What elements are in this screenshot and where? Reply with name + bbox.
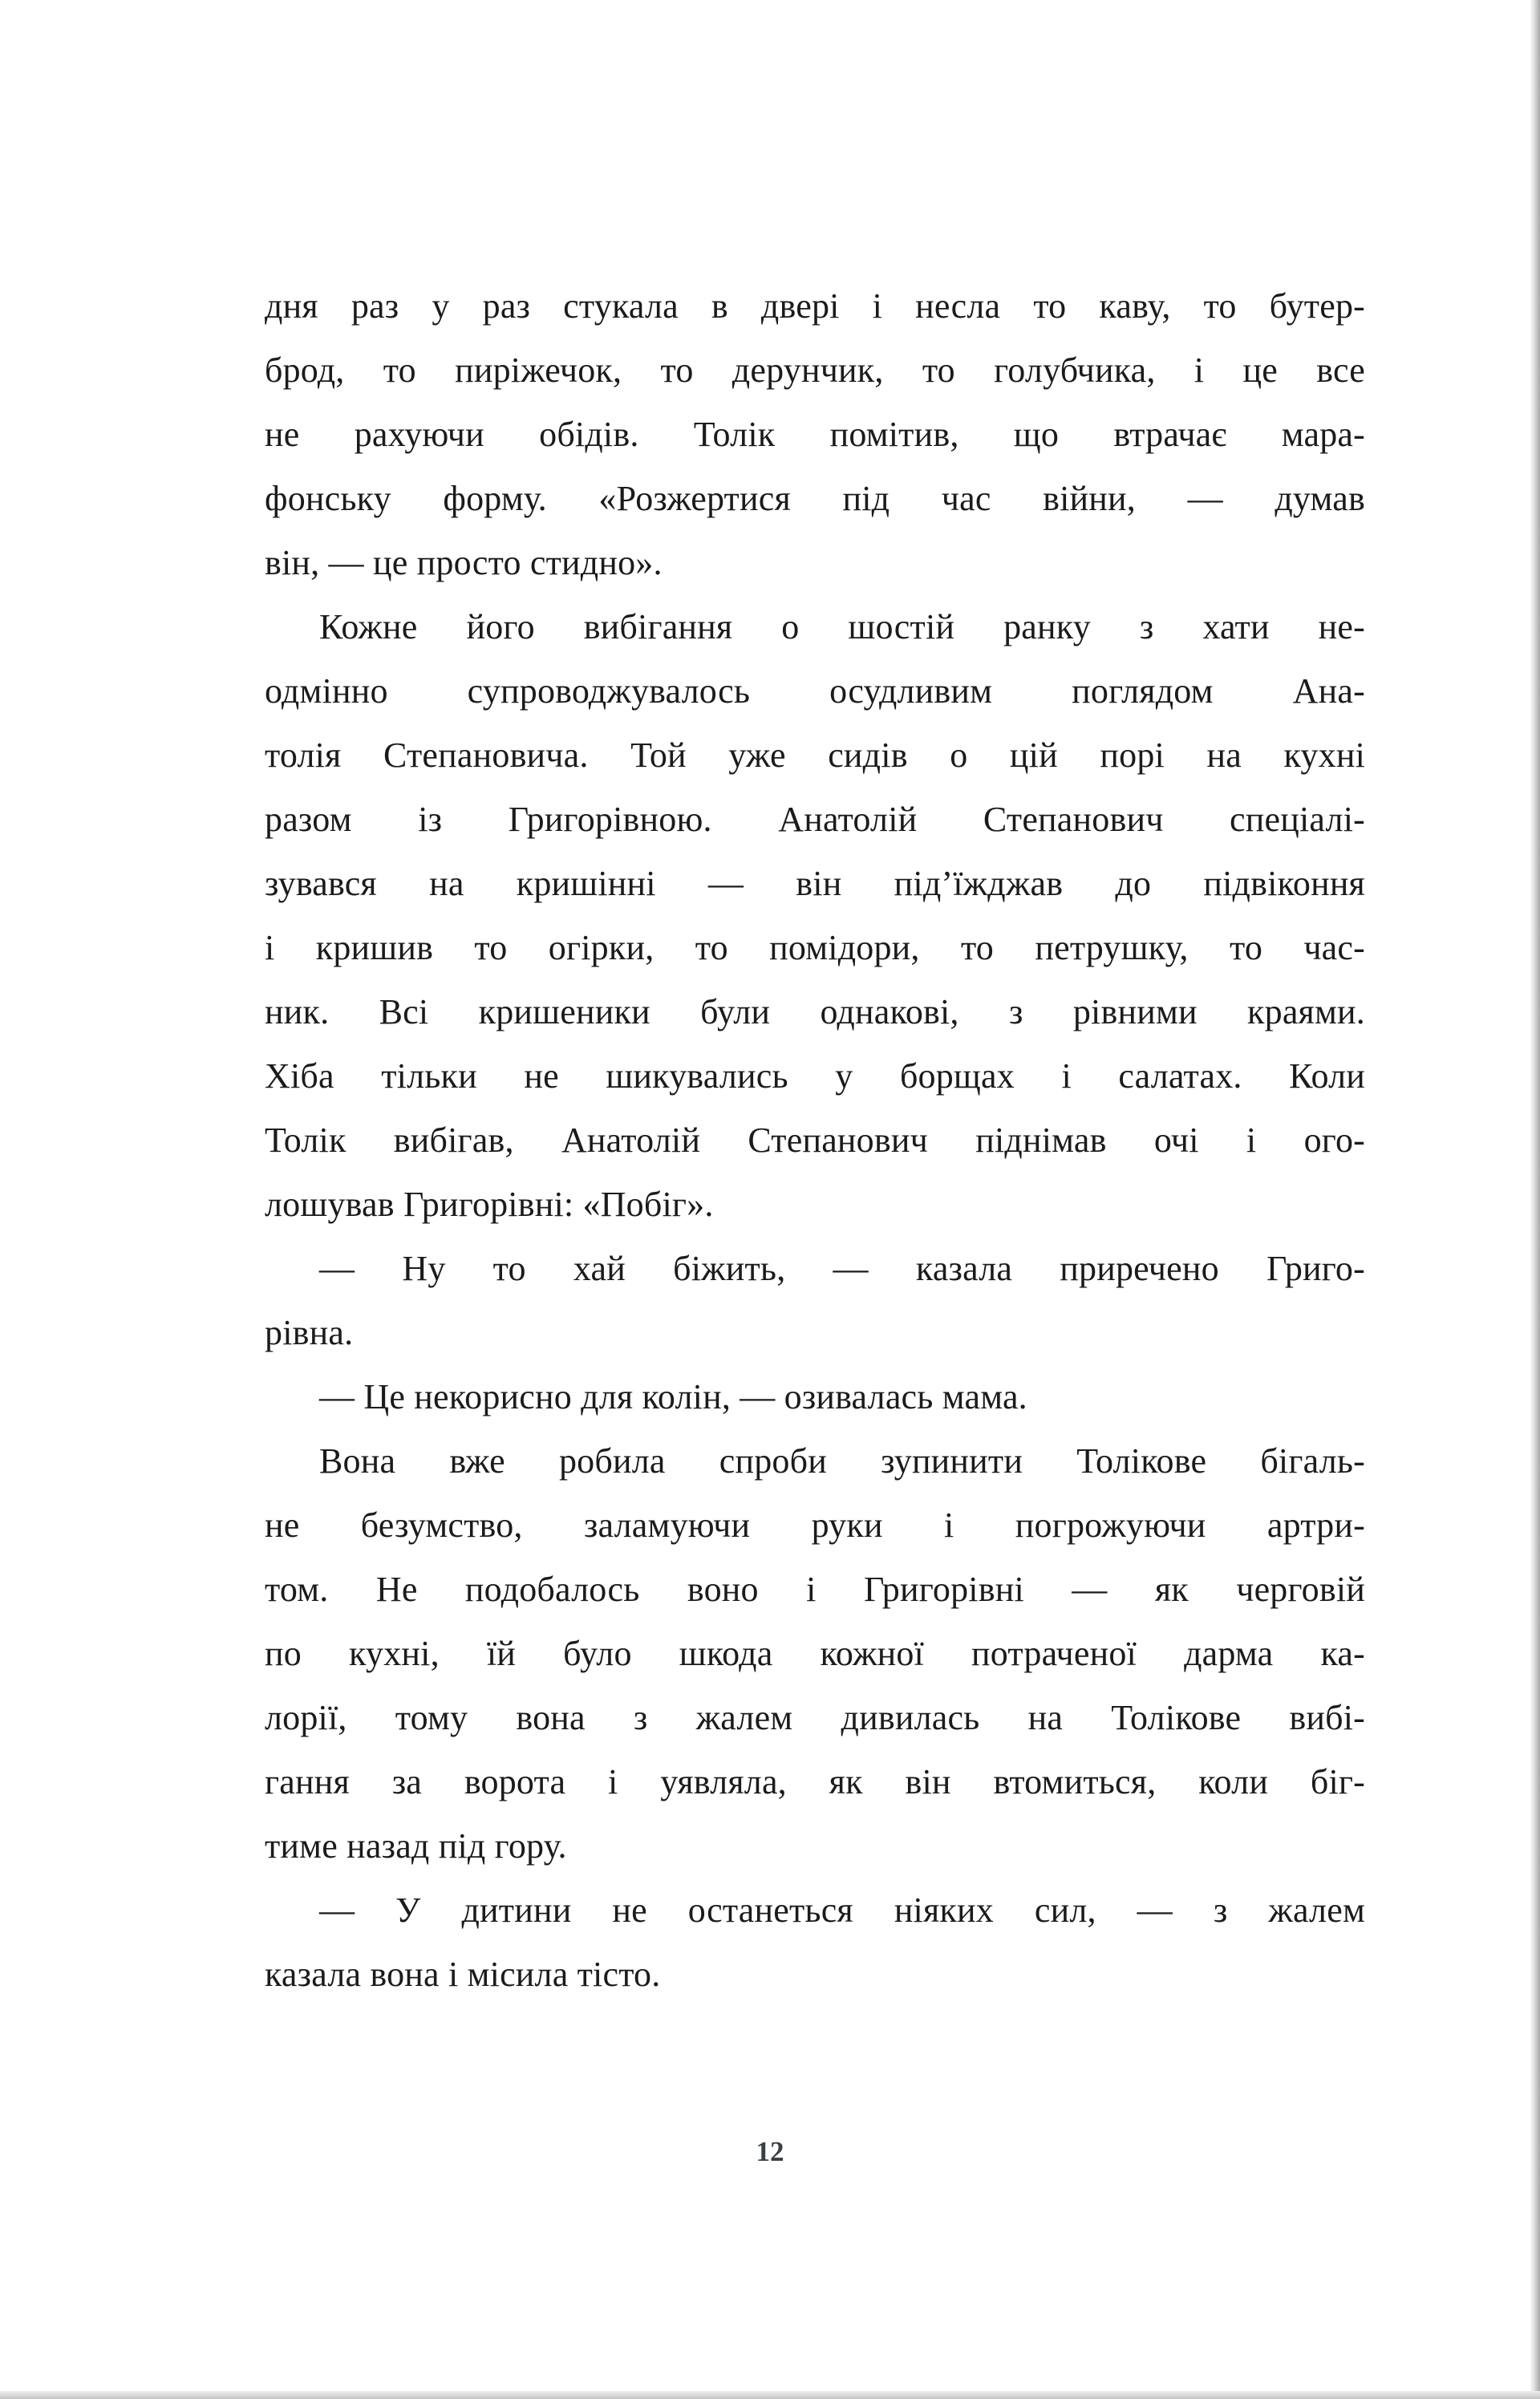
text-line: — У дитини не останеться ніяких сил, — з жалем bbox=[319, 1890, 1365, 1930]
text-line: лорії, тому вона з жалем дивилась на Толікове вибі- bbox=[265, 1698, 1365, 1737]
text-line: том. Не подобалось воно і Григорівні — як черговій bbox=[265, 1570, 1365, 1609]
text-line: — Це некорисно для колін, — озивалась мама. bbox=[319, 1377, 1027, 1416]
text-line: дня раз у раз стукала в двері і несла то каву, то бутер- bbox=[265, 286, 1365, 326]
text-line: Толік вибігав, Анатолій Степанович піднімав очі і ого- bbox=[265, 1120, 1365, 1160]
text-line: рівна. bbox=[265, 1313, 354, 1352]
text-line: брод, то пиріжечок, то дерунчик, то голубчика, і це все bbox=[265, 351, 1365, 390]
text-line: не рахуючи обідів. Толік помітив, що втрачає мара- bbox=[265, 415, 1365, 454]
paragraph bbox=[265, 1237, 1365, 1365]
text-line: разом із Григорівною. Анатолій Степанович спеціалі- bbox=[265, 800, 1365, 839]
text-line: Кожне його вибігання о шостій ранку з хати не- bbox=[319, 607, 1365, 646]
text-line: толія Степановича. Той уже сидів о цій порі на кухні bbox=[265, 736, 1365, 775]
text-line: ник. Всі кришеники були однакові, з рівними краями. bbox=[265, 992, 1365, 1031]
page-edge-shadow-right bbox=[1530, 0, 1540, 2399]
text-line: казала вона і місила тісто. bbox=[265, 1955, 661, 1994]
text-line: по кухні, їй було шкода кожної потраченої дарма ка- bbox=[265, 1634, 1365, 1673]
text-line: лошував Григорівні: «Побіг». bbox=[265, 1185, 714, 1224]
text-line: зувався на кришінні — він під’їжджав до підвіконня bbox=[265, 864, 1365, 903]
text-line: Вона вже робила спроби зупинити Толікове бігаль- bbox=[319, 1441, 1365, 1481]
text-line: і кришив то огірки, то помідори, то петрушку, то час- bbox=[265, 928, 1365, 967]
page-edge-shadow-bottom bbox=[0, 2391, 1540, 2399]
paragraph bbox=[265, 274, 1365, 595]
paragraph bbox=[265, 1429, 1365, 1878]
text-line: фонську форму. «Розжертися під час війни, — думав bbox=[265, 479, 1365, 518]
text-line: — Ну то хай біжить, — казала приречено Григо- bbox=[319, 1249, 1365, 1288]
paragraph bbox=[265, 1365, 1365, 1429]
text-line: тиме назад під гору. bbox=[265, 1826, 567, 1866]
text-line: одмінно супроводжувалось осудливим поглядом Ана- bbox=[265, 671, 1365, 711]
text-block bbox=[265, 274, 1365, 2007]
text-line: Хіба тільки не шикувались у борщах і салатах. Коли bbox=[265, 1056, 1365, 1096]
paragraph bbox=[265, 595, 1365, 1237]
text-line: не безумство, заламуючи руки і погрожуючи артри- bbox=[265, 1505, 1365, 1545]
paragraph bbox=[265, 1878, 1365, 2007]
text-line: гання за ворота і уявляла, як він втомиться, коли біг- bbox=[265, 1762, 1365, 1801]
page-number: 12 bbox=[756, 2136, 784, 2167]
text-line: він, — це просто стидно». bbox=[265, 543, 663, 582]
